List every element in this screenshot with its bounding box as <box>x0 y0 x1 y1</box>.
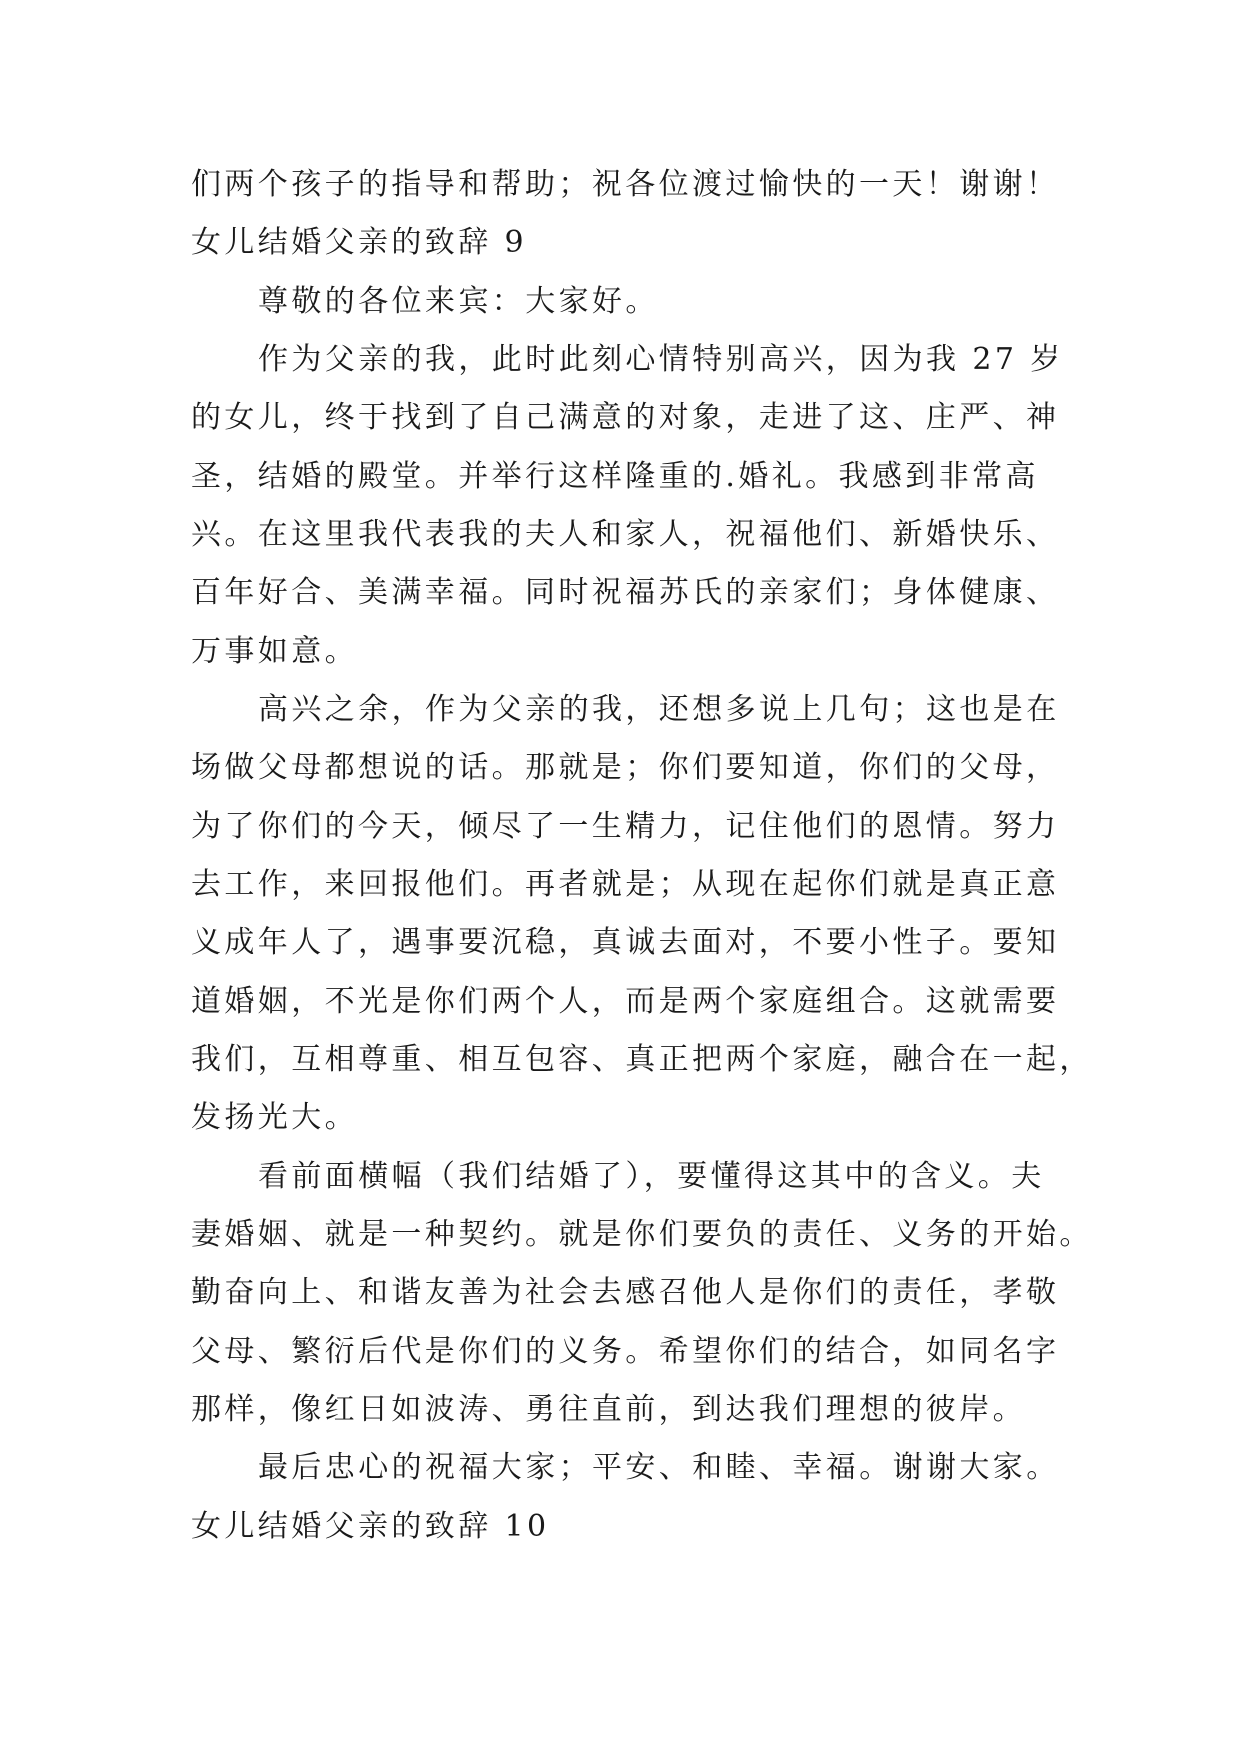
section-heading: 女儿结婚父亲的致辞 10 <box>191 1509 550 1544</box>
text-line: 们两个孩子的指导和帮助；祝各位渡过愉快的一天！谢谢！ <box>191 167 1060 202</box>
text-line: 万事如意。 <box>191 634 358 669</box>
text-line: 妻婚姻、就是一种契约。就是你们要负的责任、义务的开始。 <box>191 1217 1093 1252</box>
section-heading: 女儿结婚父亲的致辞 9 <box>191 225 528 260</box>
text-line: 道婚姻，不光是你们两个人，而是两个家庭组合。这就需要 <box>191 984 1060 1019</box>
text-line: 百年好合、美满幸福。同时祝福苏氏的亲家们；身体健康、 <box>191 575 1060 610</box>
text-line: 看前面横幅（我们结婚了），要懂得这其中的含义。夫 <box>258 1159 1045 1194</box>
text-line: 作为父亲的我，此时此刻心情特别高兴，因为我 27 岁 <box>258 342 1064 377</box>
text-line: 最后忠心的祝福大家；平安、和睦、幸福。谢谢大家。 <box>258 1450 1060 1485</box>
text-line: 兴。在这里我代表我的夫人和家人，祝福他们、新婚快乐、 <box>191 517 1060 552</box>
text-line: 场做父母都想说的话。那就是；你们要知道，你们的父母， <box>191 750 1060 785</box>
text-line: 的女儿，终于找到了自己满意的对象，走进了这、庄严、神 <box>191 400 1060 435</box>
text-line: 父母、繁衍后代是你们的义务。希望你们的结合，如同名字 <box>191 1334 1060 1369</box>
text-line: 圣，结婚的殿堂。并举行这样隆重的.婚礼。我感到非常高 <box>191 459 1039 494</box>
text-line: 我们，互相尊重、相互包容、真正把两个家庭，融合在一起， <box>191 1042 1093 1077</box>
text-line: 发扬光大。 <box>191 1100 358 1135</box>
text-line: 去工作，来回报他们。再者就是；从现在起你们就是真正意 <box>191 867 1060 902</box>
text-line: 勤奋向上、和谐友善为社会去感召他人是你们的责任，孝敬 <box>191 1275 1060 1310</box>
text-line: 尊敬的各位来宾：大家好。 <box>258 284 659 319</box>
text-line: 为了你们的今天，倾尽了一生精力，记住他们的恩情。努力 <box>191 809 1060 844</box>
text-line: 义成年人了，遇事要沉稳，真诚去面对，不要小性子。要知 <box>191 925 1060 960</box>
text-line: 高兴之余，作为父亲的我，还想多说上几句；这也是在 <box>258 692 1060 727</box>
text-line: 那样，像红日如波涛、勇往直前，到达我们理想的彼岸。 <box>191 1392 1026 1427</box>
